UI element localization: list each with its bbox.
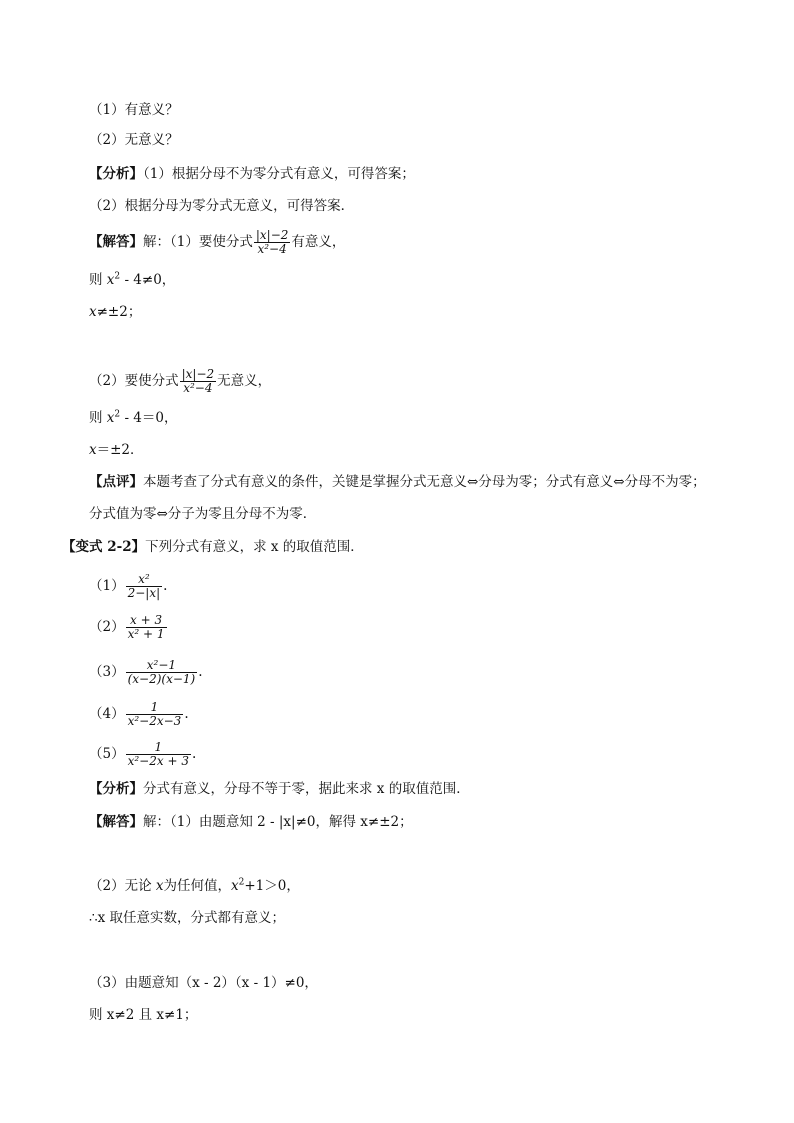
answer-line-1 — [89, 229, 345, 256]
answer-line-3: x≠±2； — [89, 304, 142, 320]
fraction-3: $\frac{\text{x²−1}}{(x-2)(x-1)}$ — [127, 658, 196, 686]
q-part-2: （2）无意义？ — [89, 132, 179, 148]
variant-heading: 【变式 2-2】下列分式有意义，求 x 的取值范围． — [62, 539, 364, 555]
answer-line-2: 则 $x^2 - 4\ne 0$， — [89, 271, 176, 288]
problem-5: （5） $\frac{1}{\text{x²−2x + 3}}$ . — [89, 740, 197, 768]
problem-2: （2） $\frac{x + 3}{\text{x² + 1}}$ — [89, 613, 165, 641]
fraction-main: $\frac{|x|-2}{\text{x²−4}}$ — [255, 228, 289, 256]
answer-line-4: （2）要使分式 $\frac{|x|-2}{\text{x²−4}}$ 无意义， — [89, 367, 272, 395]
fraction-1: $\frac{\text{x²}}{2-|x|}$ — [127, 572, 161, 600]
analysis2-line: 【分析】分式有意义，分母不等于零，据此来求 x 的取值范围． — [89, 781, 470, 797]
variant-tag: 【变式 2-2】 — [62, 539, 146, 555]
answer2-tag: 【解答】 — [89, 814, 143, 830]
fraction-5: $\frac{1}{\text{x²−2x + 3}}$ — [127, 740, 189, 768]
analysis2-tag: 【分析】 — [89, 781, 143, 797]
fraction-4: $\frac{1}{\text{x²−2x−3}}$ — [127, 700, 182, 728]
comment-tag: 【点评】 — [89, 474, 143, 490]
answer2-line-5: 则 x≠2 且 x≠1； — [89, 1007, 198, 1023]
answer-line-6: x＝±2． — [89, 442, 144, 458]
answer-text-a: 解：（1）要使分式 — [143, 234, 253, 250]
answer-line-5: 则 $x^2 - 4=0$， — [89, 409, 178, 426]
answer-tag: 【解答】 — [89, 234, 143, 250]
answer2-line-4: （3）由题意知（x - 2）（x - 1）≠0， — [89, 975, 318, 991]
analysis-line-2: （2）根据分母为零分式无意义，可得答案． — [89, 198, 355, 214]
answer-text-b: 有意义， — [291, 234, 346, 250]
analysis-text: （1）根据分母不为零分式有意义，可得答案； — [143, 166, 415, 182]
fraction-2: $\frac{x + 3}{\text{x² + 1}}$ — [127, 613, 165, 641]
problem-3: （3） $\frac{\text{x²−1}}{(x-2)(x-1)}$ . — [89, 658, 203, 686]
comment-line-1: 【点评】本题考查了分式有意义的条件，关键是掌握分式无意义⇔分母为零；分式有意义⇔分母不为零； — [89, 474, 706, 490]
fraction-main-2: $\frac{|x|-2}{\text{x²−4}}$ — [181, 367, 215, 395]
analysis-tag: 【分析】 — [89, 166, 143, 182]
q-part-1: （1）有意义？ — [89, 102, 179, 118]
comment-line-2: 分式值为零⇔分子为零且分母不为零． — [89, 506, 317, 522]
problem-4: （4） $\frac{1}{\text{x²−2x−3}}$ . — [89, 700, 189, 728]
answer2-line-1: 【解答】解：（1）由题意知 2 - |x|≠0，解得 x≠±2； — [89, 814, 413, 830]
problem-1: （1） $\frac{\text{x²}}{2-|x|}$ . — [89, 572, 168, 600]
answer2-line-2: （2）无论 x为任何值，$x^2+1>0$， — [89, 877, 300, 894]
analysis-line-1 — [89, 164, 415, 184]
answer2-line-3: ∴x 取任意实数，分式都有意义； — [89, 910, 285, 926]
